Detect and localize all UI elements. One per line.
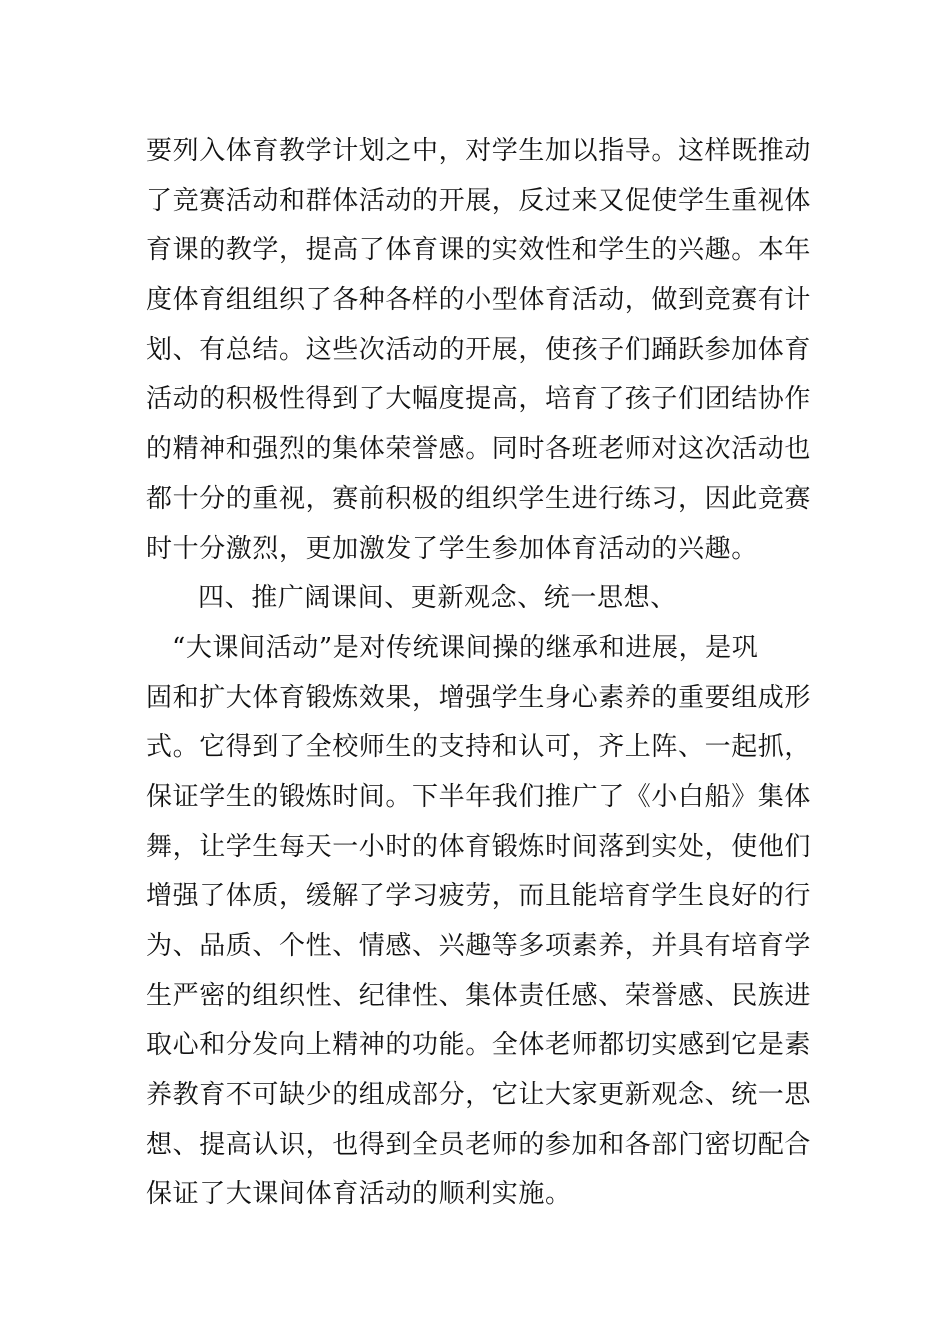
text-line: 育课的教学，提高了体育课的实效性和学生的兴趣。本年 bbox=[146, 235, 812, 266]
text-line: “大课间活动”是对传统课间操的继承和进展，是巩 bbox=[172, 632, 759, 663]
text-line: 生严密的组织性、纪律性、集体责任感、荣誉感、民族进 bbox=[146, 980, 812, 1011]
text-line: 养教育不可缺少的组成部分，它让大家更新观念、统一思 bbox=[146, 1080, 812, 1111]
text-line: 为、品质、个性、情感、兴趣等多项素养，并具有培育学 bbox=[146, 931, 812, 961]
text-line: 保证学生的锻炼时间。下半年我们推广了《小白船》集体 bbox=[146, 781, 812, 812]
text-line: 想、提高认识，也得到全员老师的参加和各部门密切配合 bbox=[146, 1129, 812, 1160]
text-line: 要列入体育教学计划之中，对学生加以指导。这样既推动 bbox=[146, 136, 812, 166]
text-line: 取心和分发向上精神的功能。全体老师都切实感到它是素 bbox=[146, 1030, 812, 1061]
text-line: 保证了大课间体育活动的顺利实施。 bbox=[146, 1179, 572, 1210]
text-line: 式。它得到了全校师生的支持和认可，齐上阵、一起抓， bbox=[146, 732, 812, 763]
text-line: 时十分激烈，更加激发了学生参加体育活动的兴趣。 bbox=[146, 533, 758, 564]
text-line: 度体育组组织了各种各样的小型体育活动，做到竞赛有计 bbox=[146, 285, 812, 316]
text-line: 舞，让学生每天一小时的体育锻炼时间落到实处，使他们 bbox=[146, 831, 812, 862]
text-line: 划、有总结。这些次活动的开展，使孩子们踊跃参加体育 bbox=[146, 334, 812, 365]
document-body bbox=[146, 127, 816, 1220]
text-line: 活动的积极性得到了大幅度提高，培育了孩子们团结协作 bbox=[146, 384, 812, 415]
text-line: 都十分的重视，赛前积极的组织学生进行练习，因此竞赛 bbox=[146, 483, 812, 514]
text-line: 固和扩大体育锻炼效果，增强学生身心素养的重要组成形 bbox=[146, 682, 812, 713]
text-line: 的精神和强烈的集体荣誉感。同时各班老师对这次活动也 bbox=[146, 434, 812, 465]
section-heading: 四、推广阔课间、更新观念、统一思想、 bbox=[198, 583, 677, 614]
text-line: 增强了体质，缓解了学习疲劳，而且能培育学生良好的行 bbox=[146, 881, 812, 912]
text-line: 了竞赛活动和群体活动的开展，反过来又促使学生重视体 bbox=[146, 185, 812, 216]
